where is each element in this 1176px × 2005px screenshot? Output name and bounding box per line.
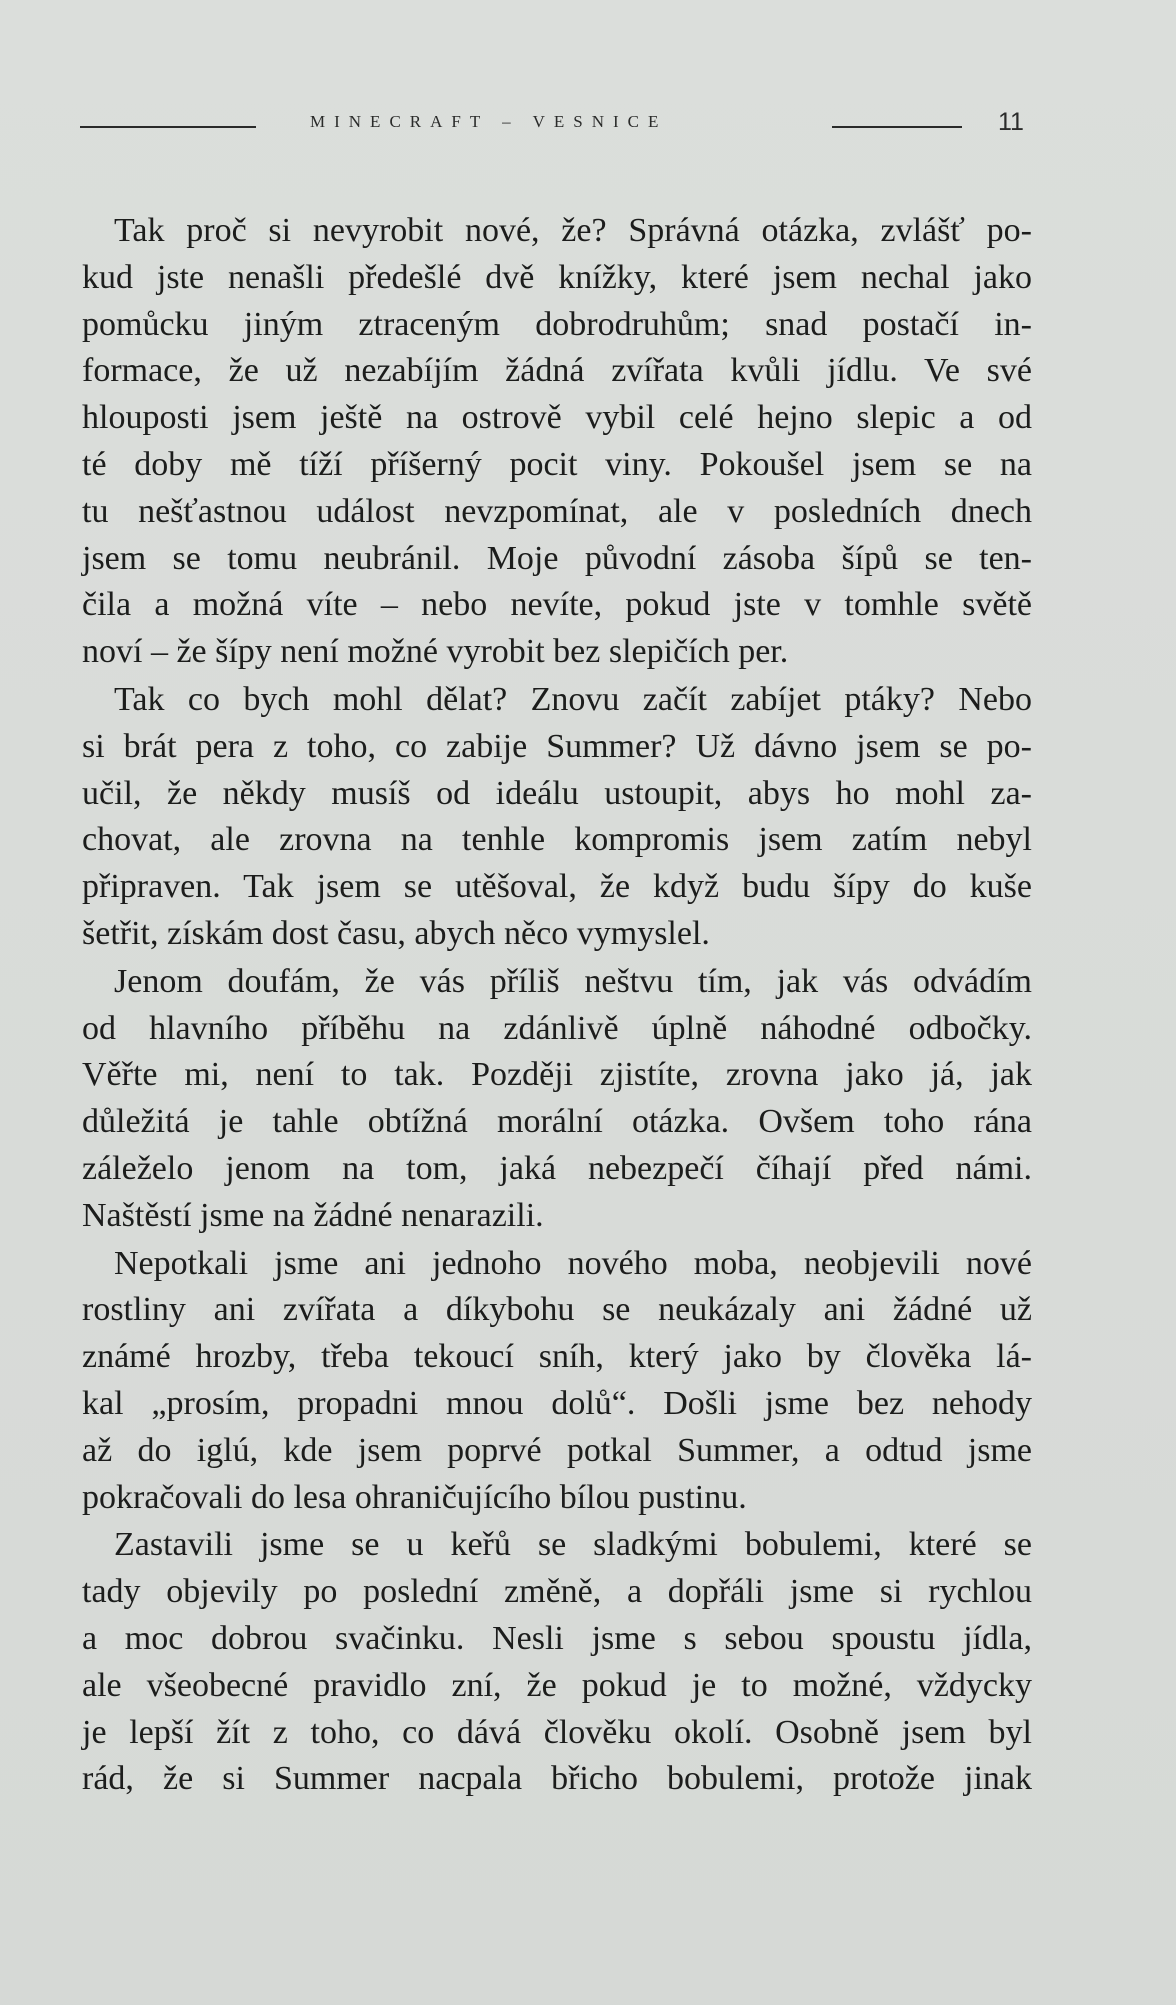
page-number: 11 xyxy=(998,108,1024,136)
text-line: té doby mě tíží příšerný pocit viny. Pokoušel jsem se na xyxy=(82,445,1032,483)
text-line: si brát pera z toho, co zabije Summer? Už dávno jsem se po- xyxy=(82,727,1032,765)
text-line: tu nešťastnou událost nevzpomínat, ale v posledních dnech xyxy=(82,492,1032,530)
text-line: noví – že šípy není možné vyrobit bez slepičích per. xyxy=(82,633,789,671)
text-line: formace, že už nezabíjím žádná zvířata kvůli jídlu. Ve své xyxy=(82,352,1032,390)
text-line: učil, že někdy musíš od ideálu ustoupit, abys ho mohl za- xyxy=(82,774,1032,812)
text-line: rád, že si Summer nacpala břicho bobulemi, protože jinak xyxy=(82,1760,1032,1798)
text-line: pomůcku jiným ztraceným dobrodruhům; snad postačí in- xyxy=(82,305,1032,343)
paragraph-5 xyxy=(82,1522,1032,1803)
text-line: od hlavního příběhu na zdánlivě úplně náhodné odbočky. xyxy=(82,1009,1032,1047)
text-line: Věřte mi, není to tak. Později zjistíte, zrovna jako já, jak xyxy=(82,1056,1032,1094)
text-line: Jenom doufám, že vás příliš neštvu tím, jak vás odvádím xyxy=(114,962,1032,1000)
text-line: chovat, ale zrovna na tenhle kompromis jsem zatím nebyl xyxy=(82,821,1032,859)
text-line: připraven. Tak jsem se utěšoval, že když budu šípy do kuše xyxy=(82,868,1032,906)
paragraph-1 xyxy=(82,208,1032,676)
text-line: šetřit, získám dost času, abych něco vymyslel. xyxy=(82,914,710,952)
text-line: pokračovali do lesa ohraničujícího bílou pustinu. xyxy=(82,1478,747,1516)
paragraph-2 xyxy=(82,677,1032,958)
text-line: tady objevily po poslední změně, a dopřáli jsme si rychlou xyxy=(82,1573,1032,1611)
text-line: důležitá je tahle obtížná morální otázka. Ovšem toho rána xyxy=(82,1103,1032,1141)
text-line: čila a možná víte – nebo nevíte, pokud jste v tomhle světě xyxy=(82,586,1032,624)
text-line: Naštěstí jsme na žádné nenarazili. xyxy=(82,1196,544,1234)
text-line: ale všeobecné pravidlo zní, že pokud je to možné, vždycky xyxy=(82,1666,1032,1704)
paragraph-3 xyxy=(82,959,1032,1240)
text-line: záleželo jenom na tom, jaká nebezpečí číhají před námi. xyxy=(82,1149,1032,1187)
header-rule-right xyxy=(832,126,962,128)
text-line: známé hrozby, třeba tekoucí sníh, který jako by člověka lá- xyxy=(82,1338,1032,1376)
text-line: hlouposti jsem ještě na ostrově vybil celé hejno slepic a od xyxy=(82,399,1032,437)
text-line: kud jste nenašli předešlé dvě knížky, které jsem nechal jako xyxy=(82,258,1032,296)
text-line: kal „prosím, propadni mnou dolů“. Došli jsme bez nehody xyxy=(82,1384,1032,1422)
text-line: Zastavili jsme se u keřů se sladkými bobulemi, které se xyxy=(114,1526,1032,1564)
text-line: Tak proč si nevyrobit nové, že? Správná otázka, zvlášť po- xyxy=(114,212,1032,249)
text-line: Nepotkali jsme ani jednoho nového moba, neobjevili nové xyxy=(114,1244,1032,1282)
text-line: Tak co bych mohl dělat? Znovu začít zabíjet ptáky? Nebo xyxy=(114,680,1032,718)
text-line: a moc dobrou svačinku. Nesli jsme s sebou spoustu jídla, xyxy=(82,1619,1032,1657)
running-head xyxy=(80,108,1030,148)
paragraph-4 xyxy=(82,1241,1032,1522)
text-line: jsem se tomu neubránil. Moje původní zásoba šípů se ten- xyxy=(82,539,1032,577)
body-text xyxy=(82,208,1032,1804)
text-line: až do iglú, kde jsem poprvé potkal Summer, a odtud jsme xyxy=(82,1431,1032,1469)
text-line: rostliny ani zvířata a díkybohu se neukázaly ani žádné už xyxy=(82,1291,1032,1329)
running-title: MINECRAFT – VESNICE xyxy=(310,112,668,131)
text-line: je lepší žít z toho, co dává člověku okolí. Osobně jsem byl xyxy=(82,1713,1032,1751)
header-rule-left xyxy=(80,126,256,128)
